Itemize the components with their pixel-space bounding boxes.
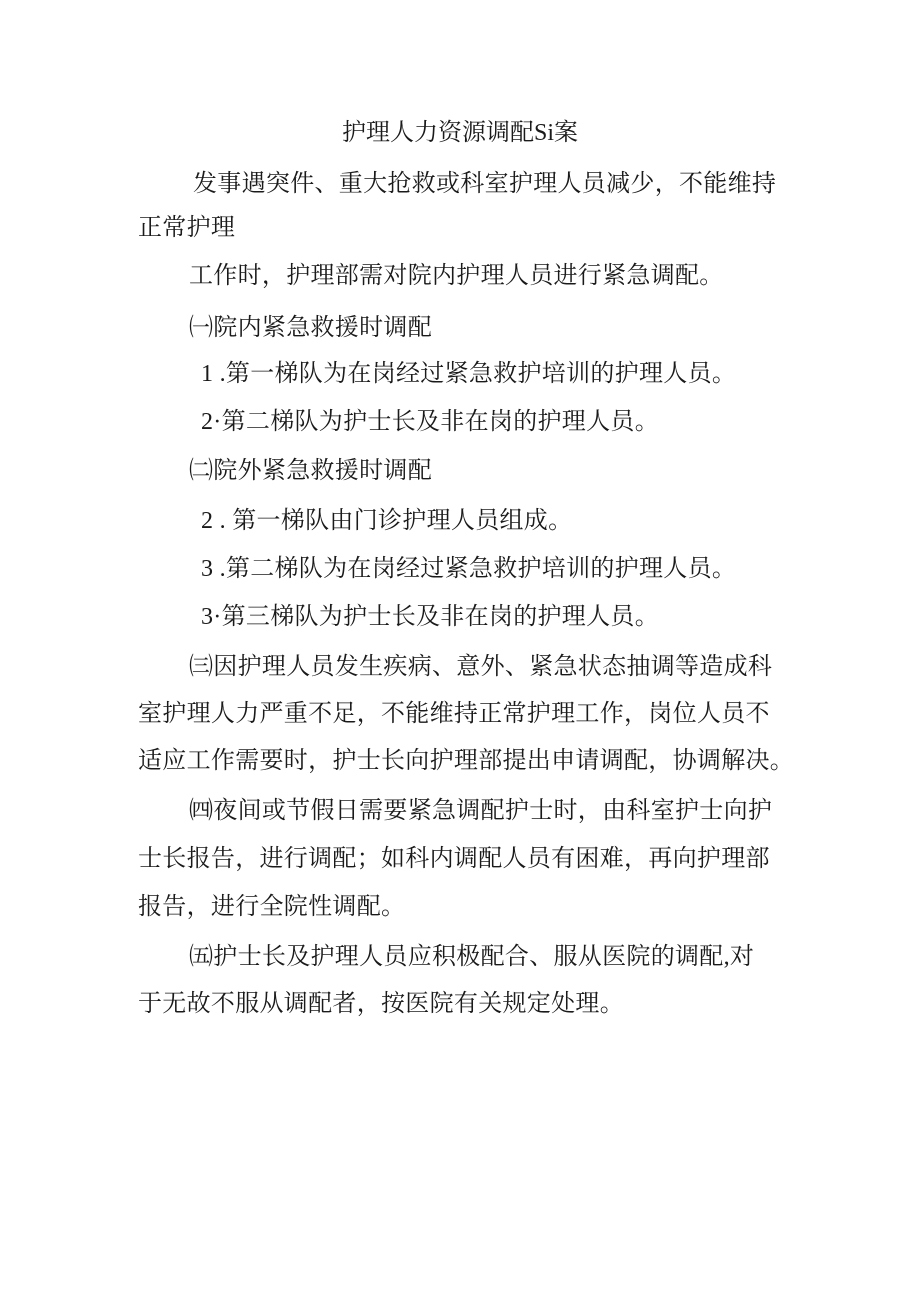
document-title: 护理人力资源调配Si案 bbox=[341, 120, 578, 146]
intro-paragraph-line-3: 工作时，护理部需对院内护理人员进行紧急调配。 bbox=[189, 263, 724, 289]
section-heading-2: ㈡院外紧急救援时调配 bbox=[189, 458, 432, 484]
section-3-line: ㈢因护理人员发生疾病、意外、紧急状态抽调等造成科 bbox=[189, 654, 773, 680]
section-heading-1: ㈠院内紧急救援时调配 bbox=[189, 315, 432, 341]
list-item: 1 .第一梯队为在岗经过紧急救护培训的护理人员。 bbox=[201, 361, 737, 387]
section-3-line: 室护理人力严重不足，不能维持正常护理工作，岗位人员不 bbox=[138, 701, 770, 727]
list-item: 3 .第二梯队为在岗经过紧急救护培训的护理人员。 bbox=[201, 556, 737, 582]
section-4-line: ㈣夜间或节假日需要紧急调配护士时，由科室护士向护 bbox=[189, 798, 773, 824]
intro-paragraph-line-2: 正常护理 bbox=[138, 215, 236, 241]
list-item: 2·第二梯队为护士长及非在岗的护理人员。 bbox=[201, 409, 659, 435]
section-3-line: 适应工作需要时，护士长向护理部提出申请调配，协调解决。 bbox=[138, 748, 795, 774]
section-4-line: 士长报告，进行调配；如科内调配人员有困难，再向护理部 bbox=[138, 846, 770, 872]
section-5-line: ㈤护士长及护理人员应积极配合、服从医院的调配,对 bbox=[189, 944, 755, 970]
intro-paragraph-line-1: 发事遇突件、重大抢救或科室护理人员减少，不能维持 bbox=[193, 171, 777, 197]
list-item: 2 . 第一梯队由门诊护理人员组成。 bbox=[201, 508, 573, 534]
section-5-line: 于无故不服从调配者，按医院有关规定处理。 bbox=[138, 991, 624, 1017]
list-item: 3·第三梯队为护士长及非在岗的护理人员。 bbox=[201, 604, 659, 630]
section-4-line: 报告，进行全院性调配。 bbox=[138, 894, 406, 920]
